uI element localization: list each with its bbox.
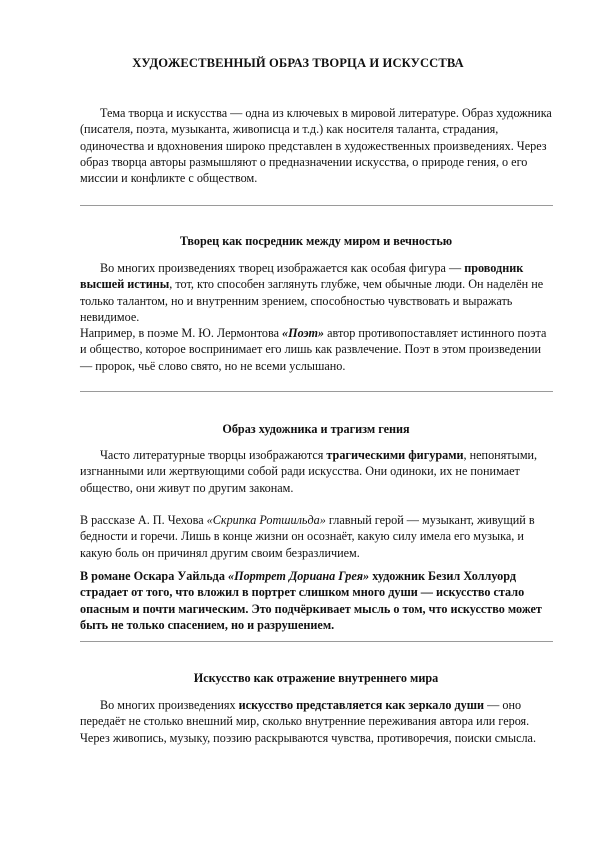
section3-paragraph-1: [80, 697, 552, 746]
text-run: автор противопоставляет истинного поэта и общество, которое воспринимает его лишь как развлечение. Поэт в этом произведении — пророк, чьё слово свято, но не всеми услышано.: [80, 326, 547, 373]
text-run: В романе Оскара Уайльда: [80, 569, 228, 583]
section2-paragraph-3: [80, 568, 552, 633]
divider: [80, 205, 553, 206]
bold-phrase: искусство представляется как зеркало души: [238, 698, 485, 712]
text-run: , непонятыми, изгнанными или жертвующими собой ради искусства. Они одиноки, их не понимает общество, они живут по другим законам.: [80, 448, 538, 495]
section-heading-artist-tragedy: Образ художника и трагизм гения: [222, 422, 410, 436]
section2-paragraph-2: [80, 512, 552, 561]
text-run: В рассказе А. П. Чехова: [80, 513, 207, 527]
page-title: ХУДОЖЕСТВЕННЫЙ ОБРАЗ ТВОРЦА И ИСКУССТВА: [132, 56, 464, 70]
text-run: — оно передаёт не столько внешний мир, сколько внутренние переживания автора или героя. Через живопись, музыку, поэзию раскрываются чувства, противоречия, поиски смысла.: [80, 698, 537, 745]
text-run: главный герой — музыкант, живущий в бедности и горечи. Лишь в конце жизни он осознаёт, какую силу имела его музыка, и какую боль он причинял другим своим безразличием.: [80, 513, 535, 560]
text-run: Во многих произведениях творец изображается как особая фигура —: [100, 261, 465, 275]
text-run: Часто литературные творцы изображаются: [100, 448, 327, 462]
work-title: «Скрипка Ротшильда»: [206, 513, 326, 527]
text-run: Например, в поэме М. Ю. Лермонтова: [80, 326, 283, 340]
section-heading-art-reflection: Искусство как отражение внутреннего мира: [193, 671, 439, 685]
bold-phrase: проводник высшей истины: [80, 261, 524, 292]
section2-paragraph-1: [80, 447, 552, 496]
text-run: Во многих произведениях: [100, 698, 239, 712]
section1-paragraph-1: [80, 260, 552, 325]
section1-paragraph-2: [80, 325, 552, 374]
section-heading-creator-mediator: Творец как посредник между миром и вечностью: [179, 234, 453, 248]
text-run: художник Безил Холлуорд страдает от того, что вложил в портрет слишком много души — искусство стало опасным и почти магическим. Это подчёркивает мысль о том, что искусство может быть не только спасением, но и разрушением.: [80, 569, 542, 632]
bold-phrase: трагическими фигурами: [326, 448, 464, 462]
divider: [80, 641, 553, 642]
text-run: , тот, кто способен заглянуть глубже, чем обычные люди. Он наделён не только талантом, но и внутренним зрением, способностью чувствовать и выражать невидимое.: [80, 277, 544, 324]
intro-paragraph: Тема творца и искусства — одна из ключевых в мировой литературе. Образ художника (писателя, поэта, музыканта, живописца и т.д.) как носителя таланта, страдания, одиночества и вдохновения широко представлен в художественных произведениях. Через образ творца авторы размышляют о предназначении искусства, о природе гения, о его миссии и конфликте с обществом.: [80, 106, 552, 186]
divider: [80, 391, 553, 392]
work-title: «Портрет Дориана Грея»: [228, 569, 370, 583]
work-title: «Поэт»: [282, 326, 325, 340]
